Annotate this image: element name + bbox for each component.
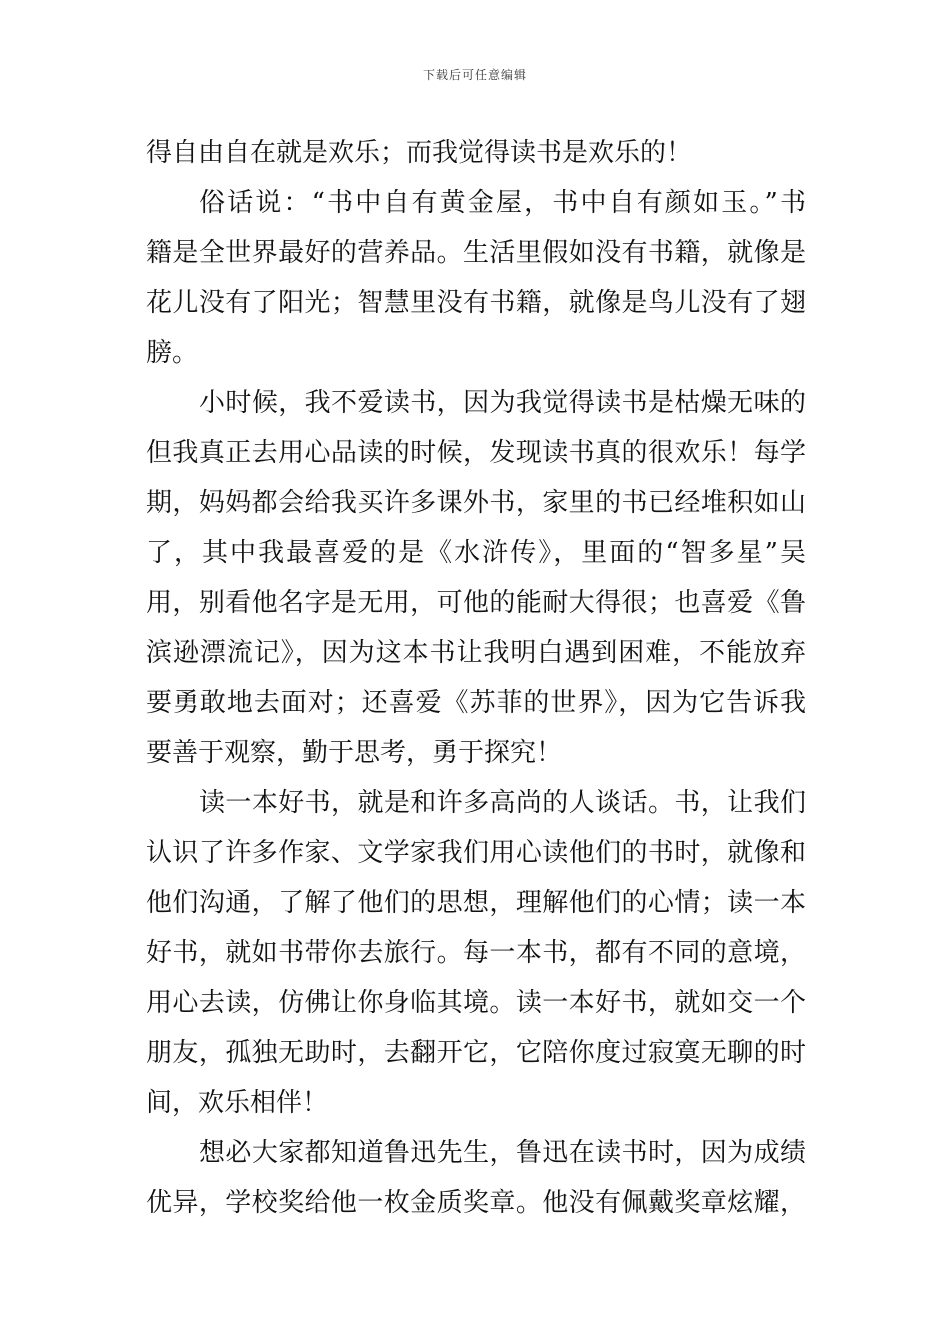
text-line: 膀。 [146,338,199,368]
text-line: 朋友，孤独无助时，去翻开它，它陪你度过寂寞无聊的时 [146,1038,806,1068]
text-line: 想必大家都知道鲁迅先生，鲁迅在读书时，因为成绩 [199,1138,806,1168]
text-line: 期，妈妈都会给我买许多课外书，家里的书已经堆积如山 [146,488,806,518]
text-line: 用心去读，仿佛让你身临其境。读一本好书，就如交一个 [146,988,806,1018]
text-line: 但我真正去用心品读的时候，发现读书真的很欢乐！每学 [146,438,806,468]
text-line: 籍是全世界最好的营养品。生活里假如没有书籍，就像是 [146,238,806,268]
text-line: 间，欢乐相伴！ [146,1088,329,1118]
text-line: 认识了许多作家、文学家我们用心读他们的书时，就像和 [146,838,806,868]
page-header-note: 下载后可任意编辑 [422,68,527,82]
text-line: 滨逊漂流记》，因为这本书让我明白遇到困难，不能放弃 [146,638,806,668]
text-line: 好书，就如书带你去旅行。每一本书，都有不同的意境， [146,938,806,968]
text-line: 读一本好书，就是和许多高尚的人谈话。书，让我们 [199,788,806,818]
text-line: 要勇敢地去面对；还喜爱《苏菲的世界》，因为它告诉我 [146,688,806,718]
text-line: 他们沟通，了解了他们的思想，理解他们的心情；读一本 [146,888,806,918]
text-line: 优异，学校奖给他一枚金质奖章。他没有佩戴奖章炫耀， [146,1188,806,1218]
text-line: 俗话说：“书中自有黄金屋，书中自有颜如玉。”书 [199,188,806,218]
text-line: 了，其中我最喜爱的是《水浒传》，里面的“智多星”吴 [146,538,806,568]
text-line: 花儿没有了阳光；智慧里没有书籍，就像是鸟儿没有了翅 [146,288,806,318]
text-line: 用，别看他名字是无用，可他的能耐大得很；也喜爱《鲁 [146,588,806,618]
text-line: 得自由自在就是欢乐；而我觉得读书是欢乐的！ [146,138,693,168]
text-line: 小时候，我不爱读书，因为我觉得读书是枯燥无味的 [199,388,806,418]
document-body [146,128,806,1228]
text-line: 要善于观察，勤于思考，勇于探究！ [146,738,563,768]
